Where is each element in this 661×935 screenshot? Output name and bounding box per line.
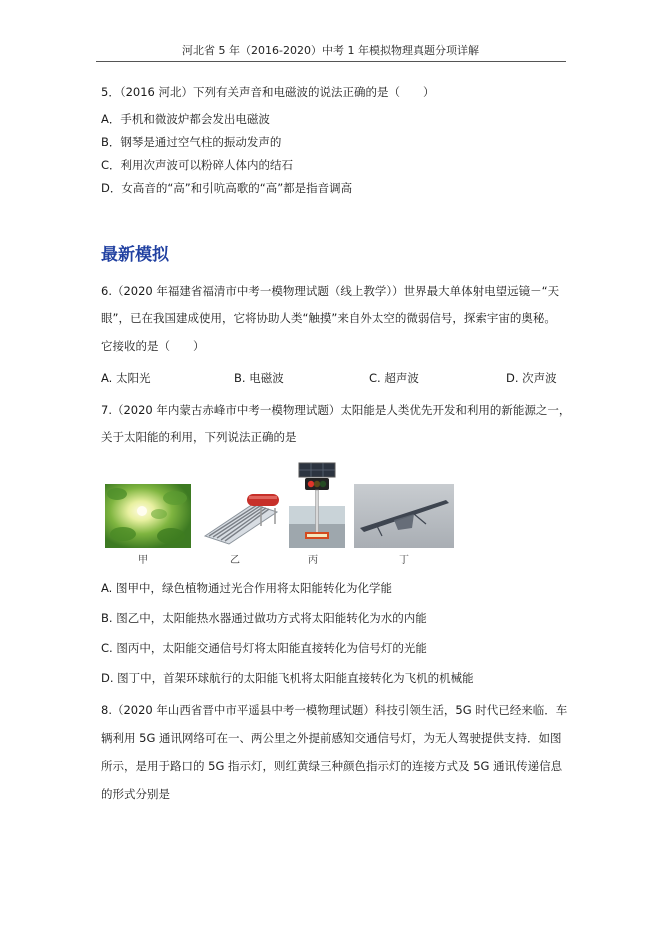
q6-line-3: 它接收的是（ ） — [101, 339, 205, 353]
caption-yi: 乙 — [230, 555, 240, 566]
figure-yi-solar-heater-image — [197, 484, 285, 548]
q5-option-c: C．利用次声波可以粉碎人体内的结石 — [101, 158, 294, 172]
section-title: 最新模拟 — [101, 245, 169, 265]
q5-option-d: D．女高音的“高”和引吭高歌的“高”都是指音调高 — [101, 181, 353, 195]
q7-option-a: A. 图甲中，绿色植物通过光合作用将太阳能转化为化学能 — [101, 581, 392, 595]
q5-option-b: B．钢琴是通过空气柱的振动发声的 — [101, 135, 282, 149]
figure-bing-solar-traffic-light-image — [289, 462, 345, 548]
q7-option-b: B. 图乙中，太阳能热水器通过做功方式将太阳能转化为水的内能 — [101, 611, 427, 625]
header-divider — [96, 61, 566, 62]
q6-option-d: D. 次声波 — [506, 371, 557, 385]
q6-line-2: 眼”，已在我国建成使用，它将协助人类“触摸”来自外太空的微弱信号，探索宇宙的奥秘。 — [101, 311, 556, 325]
q6-option-a: A. 太阳光 — [101, 371, 151, 385]
page-header: 河北省 5 年（2016-2020）中考 1 年模拟物理真题分项详解 — [182, 44, 479, 57]
q7-line-1: 7.（2020 年内蒙古赤峰市中考一模物理试题）太阳能是人类优先开发和利用的新能源之一， — [101, 403, 571, 417]
q5-option-a: A．手机和微波炉都会发出电磁波 — [101, 112, 270, 126]
q6-line-1: 6.（2020 年福建省福清市中考一模物理试题（线上教学））世界最大单体射电望远镜－“天 — [101, 284, 560, 298]
q7-line-2: 关于太阳能的利用，下列说法正确的是 — [101, 430, 297, 444]
q6-option-b: B. 电磁波 — [234, 371, 284, 385]
caption-ding: 丁 — [399, 555, 409, 566]
caption-bing: 丙 — [308, 555, 318, 566]
q8-line-3: 所示，是用于路口的 5G 指示灯，则红黄绿三种颜色指示灯的连接方式及 5G 通讯传递信息 — [101, 759, 563, 773]
q5-stem: 5．（2016 河北）下列有关声音和电磁波的说法正确的是（ ） — [101, 85, 435, 99]
q8-line-1: 8.（2020 年山西省晋中市平遥县中考一模物理试题）科技引领生活，5G 时代已经来临．车 — [101, 703, 568, 717]
q6-option-c: C. 超声波 — [369, 371, 419, 385]
caption-jia: 甲 — [138, 555, 148, 566]
q8-line-2: 辆利用 5G 通讯网络可在一、两公里之外提前感知交通信号灯，为无人驾驶提供支持．如图 — [101, 731, 562, 745]
q8-line-4: 的形式分别是 — [101, 787, 170, 801]
figure-jia-leaves-image — [105, 484, 191, 548]
q7-option-c: C. 图丙中，太阳能交通信号灯将太阳能直接转化为信号灯的光能 — [101, 641, 427, 655]
figure-ding-solar-airplane-image — [354, 484, 454, 548]
q7-option-d: D. 图丁中，首架环球航行的太阳能飞机将太阳能直接转化为飞机的机械能 — [101, 671, 474, 685]
